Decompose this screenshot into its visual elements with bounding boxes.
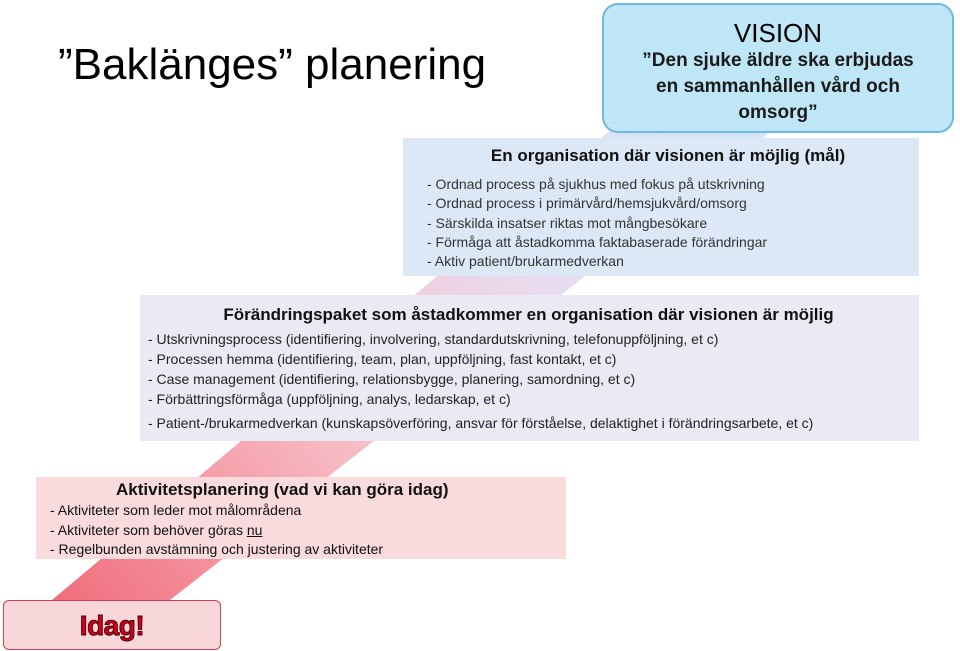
list-item: - Aktiviteter som leder mot målområdena (50, 502, 302, 518)
today-box (3, 600, 221, 650)
list-item-text: - Aktiviteter som behöver göras (50, 521, 247, 538)
underlined-word: nu (246, 521, 263, 538)
vision-line: omsorg” (738, 102, 818, 123)
list-item: - Ordnad process i primärvård/hemsjukvård/omsorg (427, 195, 747, 212)
today-label: Idag! (79, 610, 145, 641)
vision-line: ”Den sjuke äldre ska erbjudas (642, 50, 914, 71)
list-item: - Aktiv patient/brukarmedverkan (427, 253, 624, 270)
vision-line: en sammanhållen vård och (656, 76, 900, 97)
list-item: - Ordnad process på sjukhus med fokus på utskrivning (427, 176, 765, 192)
change-packages-heading: Förändringspaket som åstadkommer en organisation där visionen är möjlig (223, 305, 834, 324)
page-title: ”Baklänges” planering (58, 40, 487, 89)
list-item: - Förbättringsförmåga (uppföljning, analys, ledarskap, et c) (148, 391, 511, 407)
list-item: - Case management (identifiering, relationsbygge, planering, samordning, et c) (148, 371, 636, 387)
list-item: - Processen hemma (identifiering, team, plan, uppföljning, fast kontakt, et c) (148, 351, 617, 367)
activities-heading: Aktivitetsplanering (vad vi kan göra idag) (116, 480, 449, 499)
vision-heading: VISION (733, 18, 823, 48)
list-item: - Särskilda insatser riktas mot mångbesökare (427, 214, 708, 231)
list-item: - Utskrivningsprocess (identifiering, involvering, standardutskrivning, telefonuppföljning, et c) (148, 331, 719, 347)
list-item: - Förmåga att åstadkomma faktabaserade förändringar (427, 233, 768, 250)
list-item: - Regelbunden avstämning och justering av aktiviteter (50, 541, 384, 558)
change-packages-box (140, 295, 919, 441)
list-item: - Patient-/brukarmedverkan (kunskapsöverföring, ansvar för förståelse, delaktighet i förändringsarbete, et c) (148, 415, 814, 431)
organisation-goals-box (403, 138, 919, 276)
vision-box (602, 3, 954, 133)
list-item (50, 521, 566, 541)
organisation-heading: En organisation där visionen är möjlig (mål) (490, 146, 846, 165)
activity-planning-box (36, 477, 566, 559)
